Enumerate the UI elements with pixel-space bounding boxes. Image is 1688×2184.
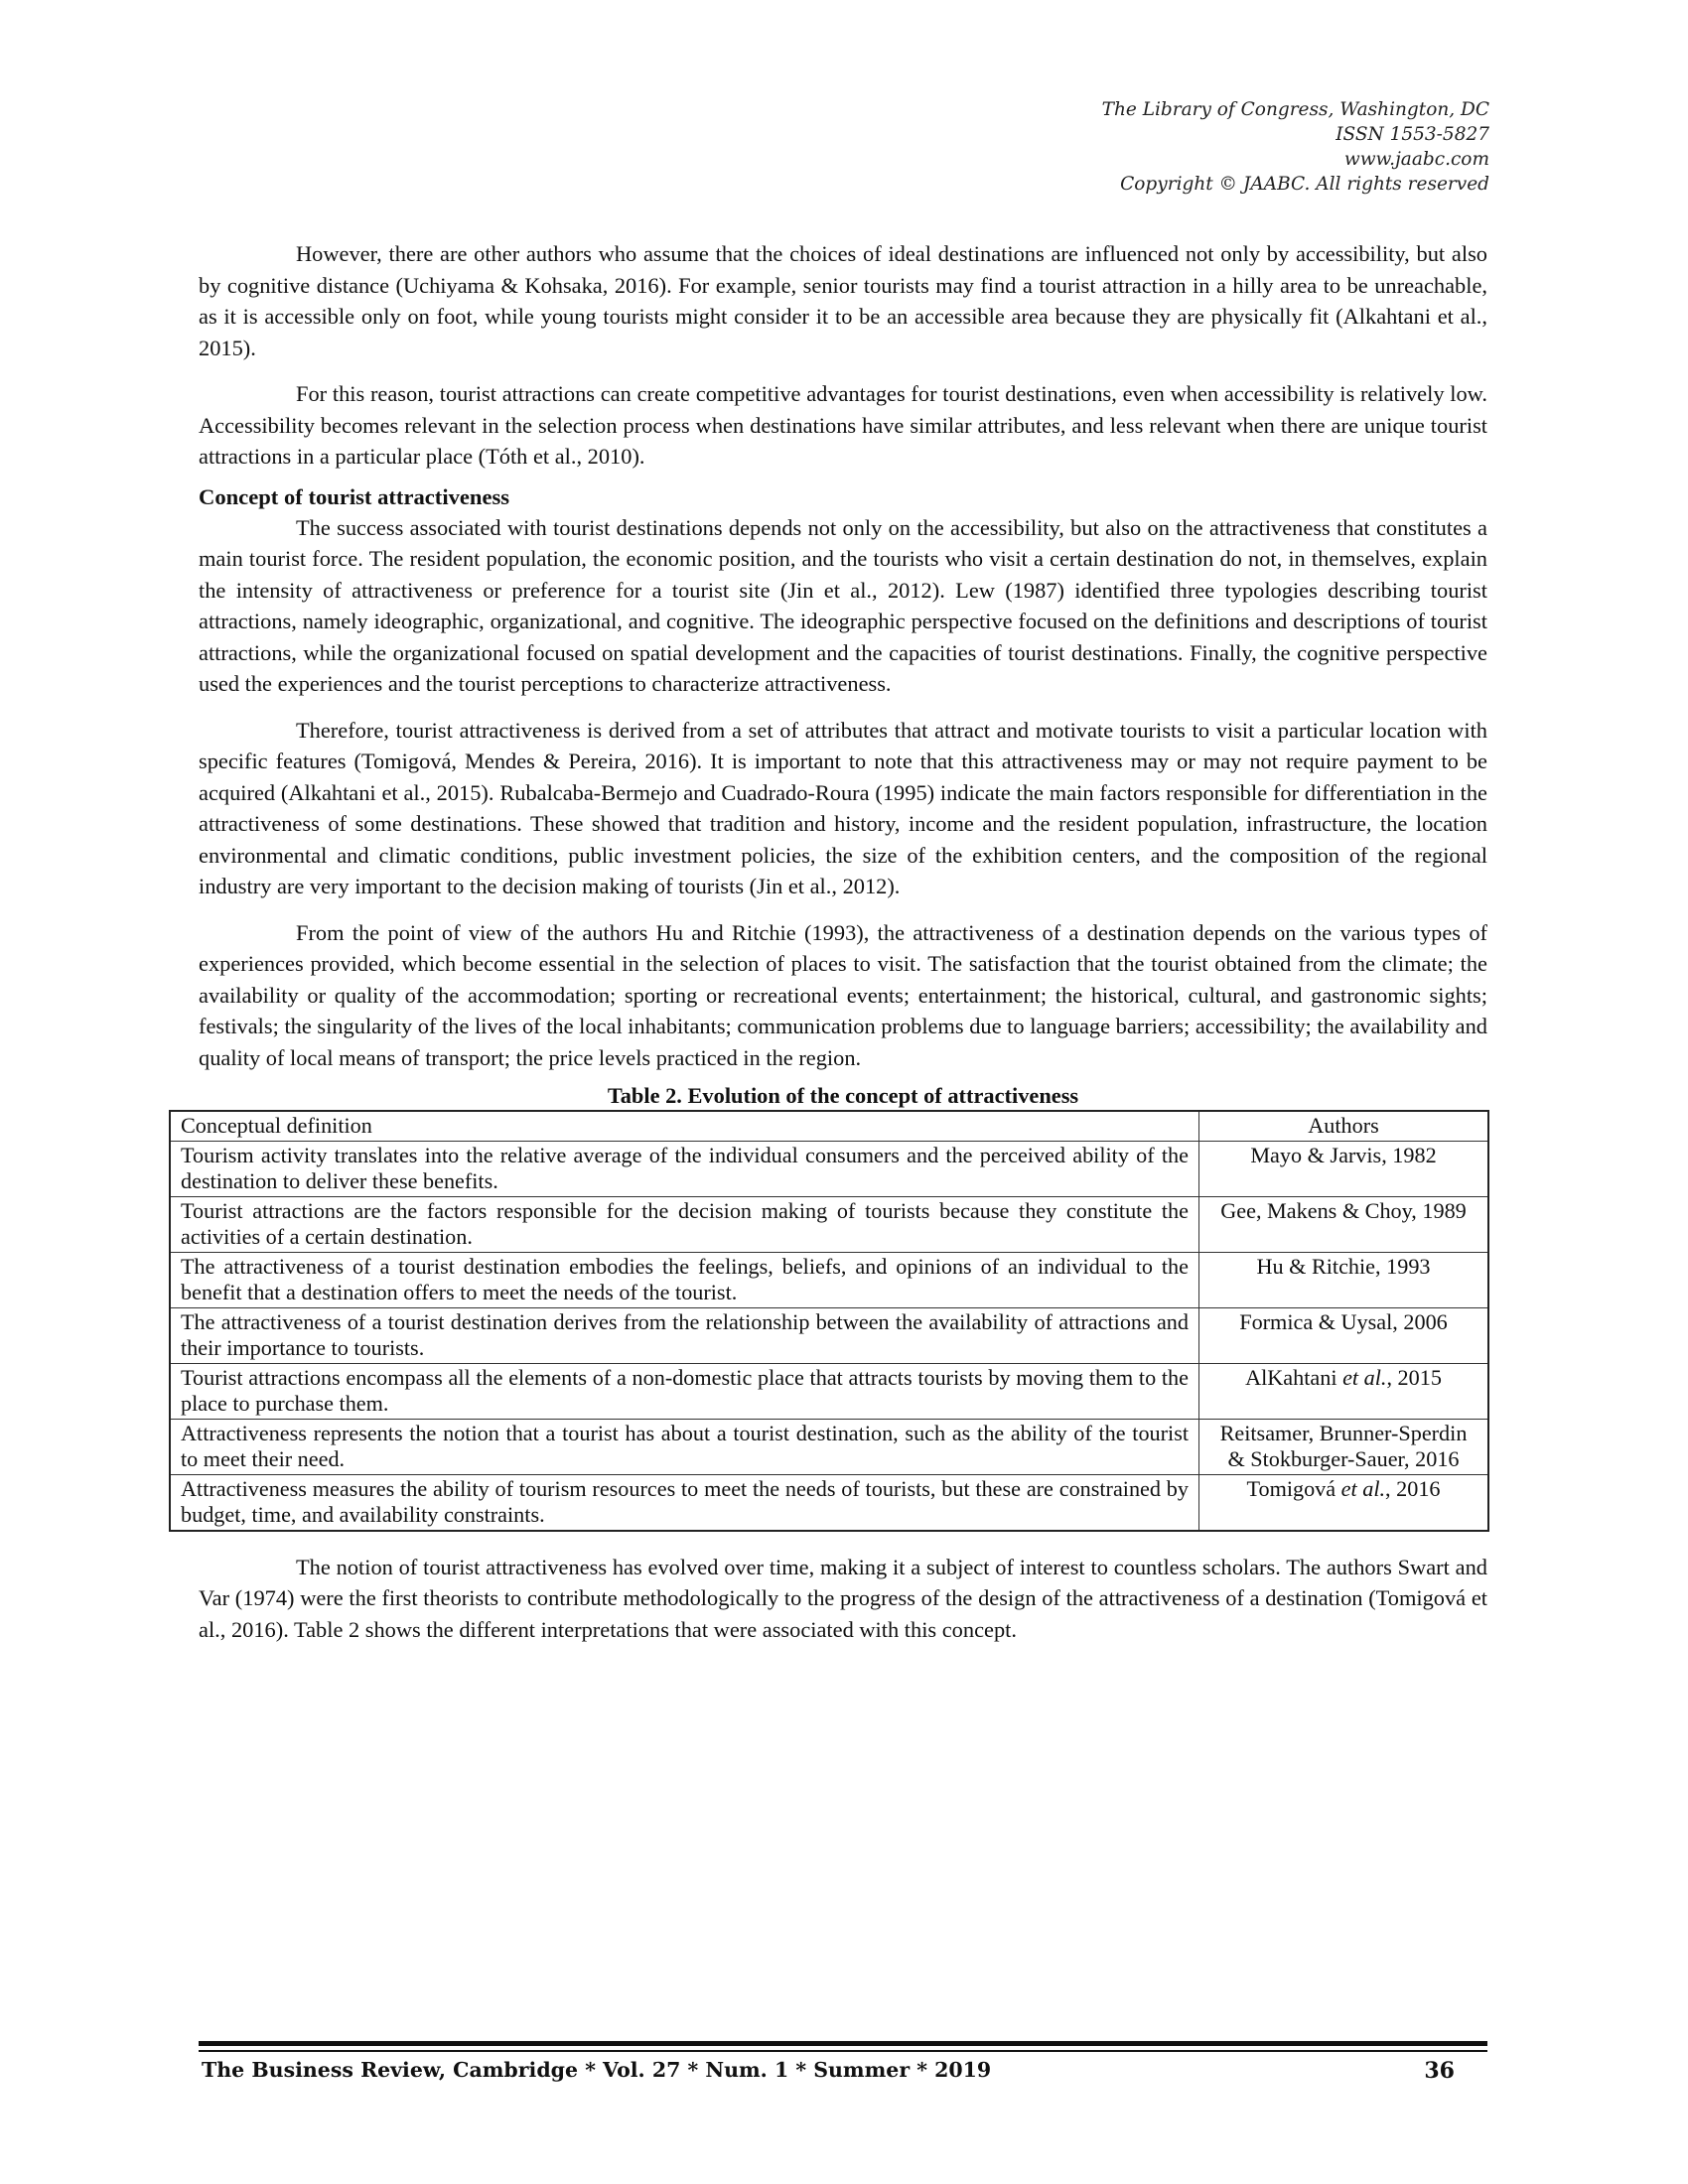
section-heading: Concept of tourist attractiveness — [199, 483, 510, 509]
definition-cell: Tourism activity translates into the relative average of the individual consumers and the perceived ability of the destination to deliver these benefits. — [170, 1141, 1199, 1196]
attractiveness-table — [169, 1110, 1489, 1532]
definition-cell: Attractiveness measures the ability of tourism resources to meet the needs of tourists, but these are constrained by budget, time, and availability constraints. — [170, 1474, 1199, 1531]
paragraph-attributes: Therefore, tourist attractiveness is derived from a set of attributes that attract and motivate tourists to visit a particular location with specific features (Tomigová, Mendes & Pereira, 2016). It is important to note that this attractiveness may or may not require payment to be acquired (Alkahtani et al., 2015). Rubalcaba-Bermejo and Cuadrado-Roura (1995) indicate the main factors responsible for differentiation in the attractiveness of some destinations. These showed that tradition and history, income and the resident population, infrastructure, the location environmental and climatic conditions, public investment policies, the size of the exhibition centers, and the composition of the regional industry are very important to the decision making of tourists (Jin et al., 2012). — [199, 717, 1487, 898]
paragraph-cognitive-distance: However, there are other authors who assume that the choices of ideal destinations are influenced not only by accessibility, but also by cognitive distance (Uchiyama & Kohsaka, 2016). For example, senior tourists may find a tourist attraction in a hilly area to be unreachable, as it is accessible only on foot, while young tourists might consider it to be an accessible area because they are physically fit (Alkahtani et al., 2015). — [199, 241, 1487, 360]
definition-cell: Tourist attractions are the factors responsible for the decision making of tourists because they constitute the activities of a certain destination. — [170, 1196, 1199, 1252]
et-al-italic: et al. — [1342, 1364, 1387, 1390]
authors-name: Tomigová — [1246, 1475, 1341, 1501]
table-row — [170, 1474, 1488, 1531]
table-row — [170, 1196, 1488, 1252]
definition-cell: The attractiveness of a tourist destination derives from the relationship between the availability of attractions and their importance to tourists. — [170, 1307, 1199, 1363]
running-header — [1102, 97, 1489, 197]
header-library: The Library of Congress, Washington, DC — [1101, 99, 1489, 120]
authors-cell: Gee, Makens & Choy, 1989 — [1199, 1196, 1489, 1252]
header-issn: ISSN 1553-5827 — [1336, 124, 1489, 145]
authors-cell: Hu & Ritchie, 1993 — [1199, 1252, 1489, 1307]
authors-cell — [1199, 1474, 1489, 1531]
footer-rule-thick — [199, 2041, 1487, 2046]
footer-rule-thin — [199, 2050, 1487, 2052]
authors-year: , 2016 — [1385, 1475, 1441, 1501]
page-number: 36 — [1424, 2058, 1455, 2084]
paragraph-evolution: The notion of tourist attractiveness has evolved over time, making it a subject of interest to countless scholars. The authors Swart and Var (1974) were the first theorists to contribute methodologically to the progress of the design of the attractiveness of a destination (Tomigová et al., 2016). Table 2 shows the different interpretations that were associated with this concept. — [199, 1554, 1487, 1642]
running-footer — [202, 2058, 1455, 2084]
et-al-italic: et al. — [1340, 1475, 1386, 1501]
table-row — [170, 1307, 1488, 1363]
footer-journal: The Business Review, Cambridge * Vol. 27 * Num. 1 * Summer * 2019 — [202, 2058, 992, 2082]
header-website: www.jaabc.com — [1343, 149, 1489, 170]
table-row — [170, 1141, 1488, 1196]
table-title: Table 2. Evolution of the concept of attractiveness — [607, 1083, 1079, 1108]
definition-cell: Attractiveness represents the notion that a tourist has about a tourist destination, such as the ability of the tourist to meet their need. — [170, 1419, 1199, 1474]
paragraph-hu-ritchie: From the point of view of the authors Hu and Ritchie (1993), the attractiveness of a destination depends on the various types of experiences provided, which become essential in the selection of places to visit. The satisfaction that the tourist obtained from the climate; the availability or quality of the accommodation; sporting or recreational events; entertainment; the historical, cultural, and gastronomic sights; festivals; the singularity of the lives of the local inhabitants; communication problems due to language barriers; accessibility; the availability and quality of local means of transport; the price levels practiced in the region. — [199, 919, 1487, 1070]
header-copyright: Copyright © JAABC. All rights reserved — [1120, 174, 1489, 195]
authors-cell: Reitsamer, Brunner-Sperdin & Stokburger-Sauer, 2016 — [1199, 1419, 1489, 1474]
table-row — [170, 1363, 1488, 1419]
authors-cell: Mayo & Jarvis, 1982 — [1199, 1141, 1489, 1196]
authors-cell — [1199, 1363, 1489, 1419]
table-header-row — [170, 1111, 1488, 1141]
article-body — [181, 238, 1487, 1660]
definition-cell: Tourist attractions encompass all the elements of a non-domestic place that attracts tourists by moving them to the place to purchase them. — [170, 1363, 1199, 1419]
column-header-definition: Conceptual definition — [170, 1111, 1199, 1141]
paragraph-competitive-advantages: For this reason, tourist attractions can create competitive advantages for tourist destinations, even when accessibility is relatively low. Accessibility becomes relevant in the selection process when destinations have similar attributes, and less relevant when there are unique tourist attractions in a particular place (Tóth et al., 2010). — [199, 381, 1487, 469]
table-row — [170, 1419, 1488, 1474]
authors-name: AlKahtani — [1245, 1364, 1343, 1390]
authors-cell: Formica & Uysal, 2006 — [1199, 1307, 1489, 1363]
column-header-authors: Authors — [1199, 1111, 1489, 1141]
definition-cell: The attractiveness of a tourist destination embodies the feelings, beliefs, and opinions of an individual to the benefit that a destination offers to meet the needs of the tourist. — [170, 1252, 1199, 1307]
authors-year: , 2015 — [1386, 1364, 1442, 1390]
table-row — [170, 1252, 1488, 1307]
paragraph-tourist-force: The success associated with tourist destinations depends not only on the accessibility, but also on the attractiveness that constitutes a main tourist force. The resident population, the economic position, and the tourists who visit a certain destination do not, in themselves, explain the intensity of attractiveness or preference for a tourist site (Jin et al., 2012). Lew (1987) identified three typologies describing tourist attractions, namely ideographic, organizational, and cognitive. The ideographic perspective focused on the definitions and descriptions of tourist attractions, while the organizational focused on spatial development and the capacities of tourist destinations. Finally, the cognitive perspective used the experiences and the tourist perceptions to characterize attractiveness. — [199, 514, 1487, 696]
